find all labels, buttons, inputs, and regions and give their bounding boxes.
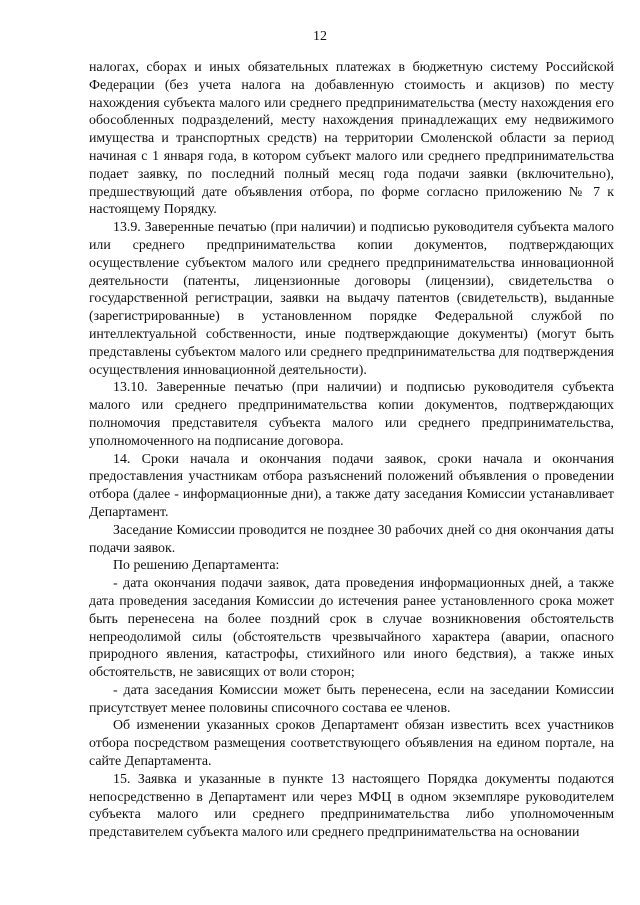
paragraph: налогах, сборах и иных обязательных платежах в бюджетную систему Российской Федерации (без учета налога на добавленную стоимость и акцизов) по месту нахождения субъекта малого или среднего предпринимательства (месту нахождения его обособленных подразделений, месту нахождения принадлежащих ему недвижимого имущества и транспортных средств) на территории Смоленской области за период начиная с 1 января года, в котором субъект малого или среднего предпринимательства подает заявку, по последний полный месяц года подачи заявки (включительно), предшествующий дате объявления отбора, по форме согласно приложению № 7 к настоящему Порядку.	[89, 60, 614, 218]
paragraph: 14. Сроки начала и окончания подачи заявок, сроки начала и окончания предоставления участникам отбора разъяснений положений объявления о проведении отбора (далее - информационные дни), а также дату заседания Комиссии устанавливает Департамент.	[89, 451, 614, 520]
paragraph: По решению Департамента:	[113, 558, 280, 574]
page-number: 12	[313, 29, 327, 44]
paragraph: - дата окончания подачи заявок, дата проведения информационных дней, а также дата проведения заседания Комиссии до истечения ранее установленного срока может быть перенесена на более поздний срок в случае возникновения обстоятельств непреодолимой силы (обстоятельств чрезвычайного характера (аварии, опасного природного явления, катастрофы, стихийного или иного бедствия), а также иных обстоятельств, не зависящих от воли сторон;	[89, 576, 614, 681]
paragraph: 15. Заявка и указанные в пункте 13 настоящего Порядка документы подаются непосредственно в Департамент или через МФЦ в одном экземпляре руководителем субъекта малого или среднего предпринимательства либо уполномоченным представителем субъекта малого или среднего предпринимательства на основании	[89, 771, 614, 841]
document-body	[89, 59, 614, 842]
paragraph: 13.9. Заверенные печатью (при наличии) и подписью руководителя субъекта малого или среднего предпринимательства копии документов, подтверждающих осуществление субъектом малого или среднего предпринимательства инновационной деятельности (патенты, лицензионные договоры (лицензии), свидетельства о государственной регистрации, заявки на выдачу патентов (свидетельств), выданные (зарегистрированные) в установленном порядке Федеральной службой по интеллектуальной собственности, иные подтверждающие документы) (могут быть представлены субъектом малого или среднего предпринимательства для подтверждения осуществления инновационной деятельности).	[89, 220, 614, 378]
paragraph: 13.10. Заверенные печатью (при наличии) и подписью руководителя субъекта малого или среднего предпринимательства копии документов, подтверждающих полномочия представителя субъекта малого или среднего предпринимательства, уполномоченного на подписание договора.	[89, 380, 614, 449]
paragraph: Об изменении указанных сроков Департамент обязан известить всех участников отбора посредством размещения соответствующего объявления на едином портале, на сайте Департамента.	[89, 718, 614, 770]
paragraph: Заседание Комиссии проводится не позднее 30 рабочих дней со дня окончания даты подачи заявок.	[89, 522, 614, 556]
paragraph: - дата заседания Комиссии может быть перенесена, если на заседании Комиссии присутствует менее половины списочного состава ее членов.	[89, 682, 614, 716]
